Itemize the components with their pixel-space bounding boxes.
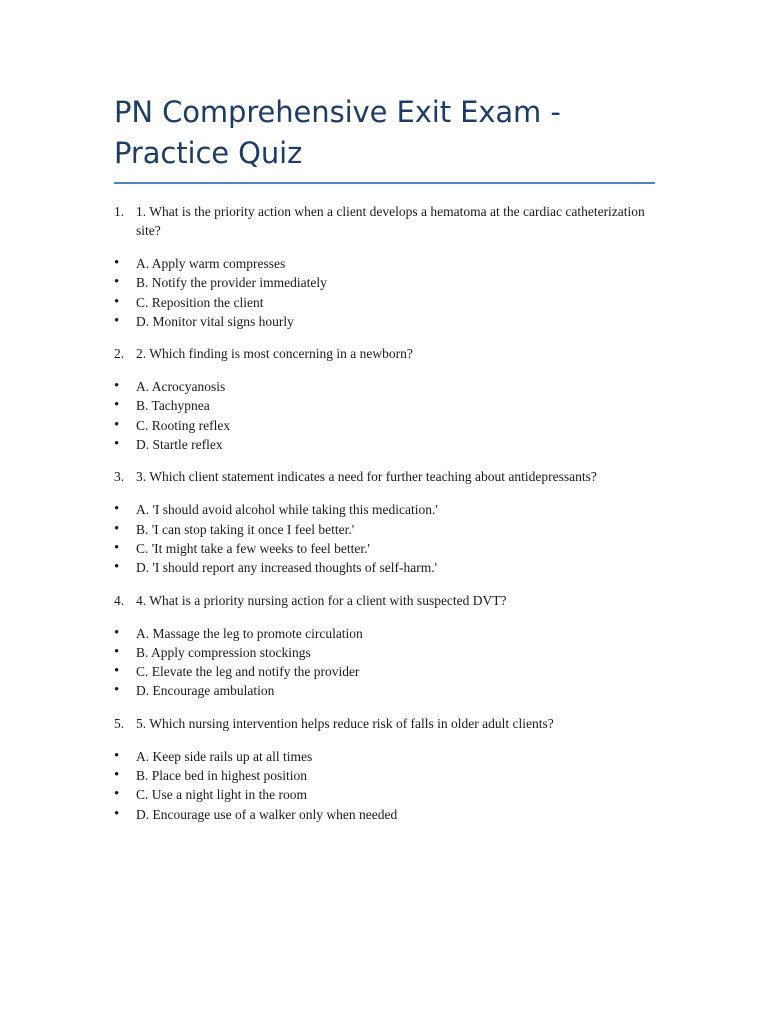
bullet-icon: •	[114, 436, 120, 453]
option-text: A. Keep side rails up at all times	[136, 748, 313, 764]
answer-option	[114, 558, 655, 577]
answer-option	[114, 254, 655, 273]
question-number: 1.	[114, 204, 125, 219]
bullet-icon: •	[114, 786, 120, 803]
bullet-icon: •	[114, 312, 120, 329]
answer-options-2	[114, 377, 655, 454]
answer-option	[114, 312, 655, 331]
bullet-icon: •	[114, 416, 120, 433]
option-text: C. Reposition the client	[136, 294, 264, 310]
question-number: 4.	[114, 592, 125, 608]
bullet-icon: •	[114, 520, 120, 537]
bullet-icon: •	[114, 378, 120, 395]
bullet-icon: •	[114, 539, 120, 556]
option-text: A. Acrocyanosis	[136, 379, 226, 395]
option-text: A. Massage the leg to promote circulation	[136, 625, 363, 641]
option-text: D. Encourage ambulation	[136, 683, 275, 699]
option-text: B. 'I can stop taking it once I feel better.'	[136, 521, 355, 537]
question-list	[114, 202, 655, 824]
answer-option	[114, 681, 655, 700]
answer-option	[114, 662, 655, 681]
question-4	[114, 591, 655, 610]
question-number: 3.	[114, 469, 125, 485]
option-text: D. 'I should report any increased thoughts of self-harm.'	[136, 560, 438, 576]
option-text: A. 'I should avoid alcohol while taking this medication.'	[136, 502, 438, 518]
bullet-icon: •	[114, 397, 120, 414]
answer-option	[114, 766, 655, 785]
option-text: A. Apply warm compresses	[136, 256, 286, 271]
document-title: PN Comprehensive Exit Exam - Practice Quiz	[114, 95, 561, 170]
answer-option	[114, 624, 655, 643]
option-text: C. Rooting reflex	[136, 417, 231, 433]
question-text: 1. What is the priority action when a client develops a hematoma at the cardiac catheterization site?	[136, 204, 645, 238]
question-3	[114, 467, 655, 486]
option-text: D. Startle reflex	[136, 437, 223, 453]
option-text: C. 'It might take a few weeks to feel better.'	[136, 540, 370, 556]
option-text: C. Elevate the leg and notify the provider	[136, 664, 360, 680]
option-text: B. Tachypnea	[136, 398, 210, 414]
answer-options-5	[114, 747, 655, 824]
option-text: C. Use a night light in the room	[136, 787, 307, 803]
answer-option	[114, 293, 655, 312]
answer-option	[114, 643, 655, 662]
bullet-icon: •	[114, 255, 120, 271]
answer-options-4	[114, 624, 655, 701]
question-5	[114, 714, 655, 733]
option-text: B. Place bed in highest position	[136, 768, 307, 784]
answer-options-1	[114, 254, 655, 331]
bullet-icon: •	[114, 643, 120, 660]
option-text: D. Encourage use of a walker only when needed	[136, 806, 398, 822]
bullet-icon: •	[114, 293, 120, 310]
answer-options-3	[114, 500, 655, 577]
answer-option	[114, 500, 655, 519]
bullet-icon: •	[114, 624, 120, 641]
bullet-icon: •	[114, 767, 120, 784]
option-text: D. Monitor vital signs hourly	[136, 313, 294, 329]
option-text: B. Apply compression stockings	[136, 644, 311, 660]
bullet-icon: •	[114, 805, 120, 822]
bullet-icon: •	[114, 747, 120, 764]
answer-option	[114, 416, 655, 435]
answer-option	[114, 520, 655, 539]
option-text: B. Notify the provider immediately	[136, 275, 327, 291]
answer-option	[114, 273, 655, 292]
title-divider	[114, 182, 655, 184]
answer-option	[114, 396, 655, 415]
answer-option	[114, 377, 655, 396]
answer-option	[114, 747, 655, 766]
bullet-icon: •	[114, 663, 120, 680]
answer-option	[114, 539, 655, 558]
question-2	[114, 344, 655, 363]
answer-option	[114, 805, 655, 824]
question-text: 3. Which client statement indicates a need for further teaching about antidepressants?	[136, 469, 597, 485]
bullet-icon: •	[114, 501, 120, 518]
question-text: 4. What is a priority nursing action for a client with suspected DVT?	[136, 592, 507, 608]
bullet-icon: •	[114, 274, 120, 291]
bullet-icon: •	[114, 682, 120, 699]
answer-option	[114, 435, 655, 454]
question-text: 5. Which nursing intervention helps reduce risk of falls in older adult clients?	[136, 715, 554, 731]
question-number: 5.	[114, 715, 125, 731]
question-text: 2. Which finding is most concerning in a newborn?	[136, 346, 413, 362]
answer-option	[114, 785, 655, 804]
document-page	[114, 92, 655, 837]
bullet-icon: •	[114, 559, 120, 576]
question-number: 2.	[114, 346, 125, 362]
question-1	[114, 202, 655, 240]
